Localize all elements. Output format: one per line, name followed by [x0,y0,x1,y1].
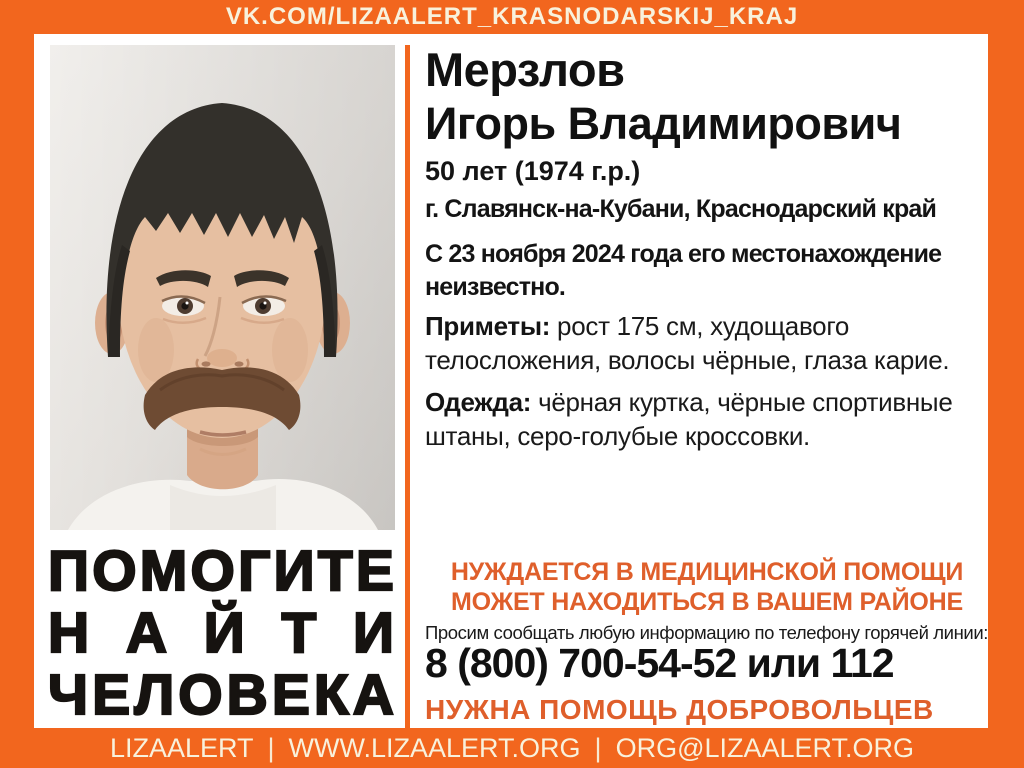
vertical-divider [405,45,410,730]
missing-person-photo [50,45,395,530]
medical-help-alert: НУЖДАЕТСЯ В МЕДИЦИНСКОЙ ПОМОЩИ [450,558,964,586]
content-area [34,34,988,728]
clothes-value: чёрная куртка, чёрные спортивные штаны, серо-голубые кроссовки. [425,387,953,451]
top-bar [0,0,1024,34]
vk-group-link[interactable]: VK.COM/LIZAALERT_KRASNODARSKIJ_KRAJ [225,3,799,30]
missing-since-text: С 23 ноября 2024 года его местонахождение неизвестно. [425,240,942,301]
clothes-label: Одежда: [425,387,532,417]
footer-separator: | [267,732,275,763]
clothes-text [425,386,995,454]
person-first-middle-name: Игорь Владимирович [425,98,902,149]
headline-line-3: Ч Е Л О В Е К А [48,663,394,727]
footer-email-link[interactable]: ORG@LIZAALERT.ORG [615,732,915,763]
person-age: 50 лет (1974 г.р.) [425,156,641,186]
person-details-panel [425,34,989,728]
person-last-name: Мерзлов [425,43,625,96]
signs-value: рост 175 см, худощавого телосложения, волосы чёрные, глаза карие. [425,311,950,375]
hotline-note: Просим сообщать любую информацию по телефону горячей линии: [425,622,988,643]
may-be-in-your-area-alert: МОЖЕТ НАХОДИТЬСЯ В ВАШЕМ РАЙОНЕ [451,588,963,616]
footer-website-link[interactable]: WWW.LIZAALERT.ORG [288,732,581,763]
person-location: г. Славянск-на-Кубани, Краснодарский край [425,195,937,223]
hotline-phone-number[interactable]: 8 (800) 700-54-52 или 112 [425,640,894,686]
footer-separator: | [594,732,602,763]
signs-text [425,310,995,378]
footer-brand[interactable]: LIZAALERT [109,732,254,763]
headline-line-2: Н А Й Т И [48,601,394,665]
headline-line-1: П О М О Г И Т Е [48,539,394,603]
signs-label: Приметы: [425,311,551,341]
volunteers-needed-alert: НУЖНА ПОМОЩЬ ДОБРОВОЛЬЦЕВ [425,694,934,725]
portrait-illustration [50,45,395,530]
help-find-person-headline [48,540,394,726]
footer-bar [0,728,1024,768]
